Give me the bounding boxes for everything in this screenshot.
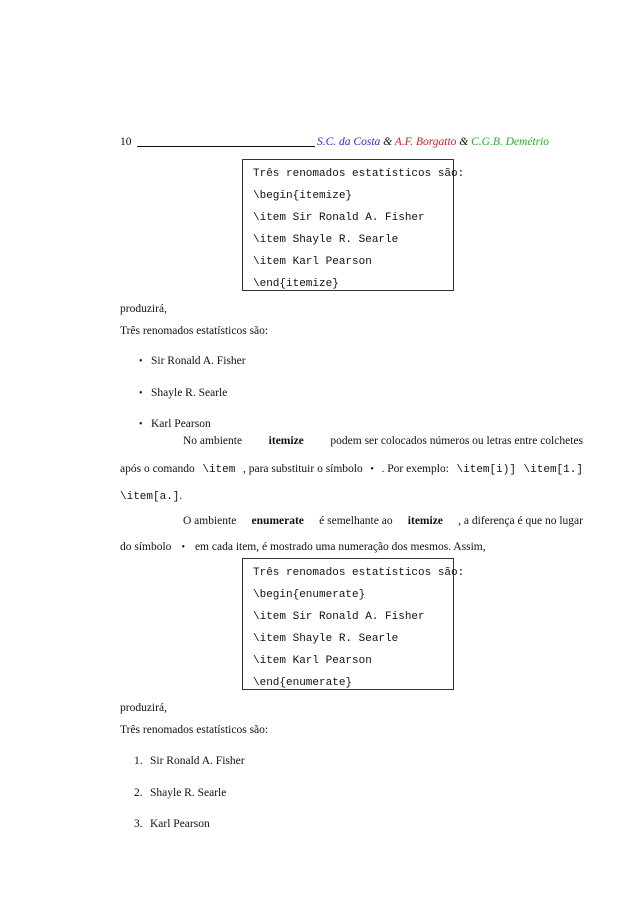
text-run: do símbolo: [120, 541, 172, 553]
keyword-enumerate: enumerate: [251, 515, 304, 527]
code-box-enumerate: [242, 558, 465, 690]
inline-code: \item[1.]: [523, 464, 583, 476]
code-box-itemize: [242, 159, 465, 291]
code-line: \begin{itemize}: [253, 190, 353, 202]
inline-code: \item[a.]: [120, 491, 180, 503]
code-line: Três renomados estatísticos são:: [253, 168, 465, 180]
bullet-icon: •: [181, 542, 185, 553]
code-line: \item Shayle R. Searle: [253, 234, 399, 246]
text-run: No ambiente: [183, 435, 243, 447]
bullet-icon: •: [370, 464, 374, 475]
text-run: .: [179, 490, 183, 502]
code-line: \begin{enumerate}: [253, 589, 366, 601]
list-item: Shayle R. Searle: [150, 787, 227, 799]
list-item: Karl Pearson: [150, 818, 210, 830]
inline-code: \item: [202, 464, 236, 476]
paragraph-line: [183, 435, 583, 447]
list-number: 3.: [134, 818, 143, 830]
inline-code: \item[i)]: [456, 464, 516, 476]
code-line: \item Shayle R. Searle: [253, 633, 399, 645]
keyword-itemize: itemize: [407, 515, 443, 527]
text-run: em cada item, é mostrado uma numeração dos mesmos. Assim,: [194, 541, 486, 553]
list-intro: Três renomados estatísticos são:: [120, 325, 269, 337]
text-run: O ambiente: [183, 515, 237, 527]
produces-text: produzirá,: [120, 702, 167, 714]
list-item: Sir Ronald A. Fisher: [151, 355, 246, 367]
text-run: é semelhante ao: [319, 515, 393, 527]
page-number: 10: [120, 136, 132, 148]
author-costa: S.C. da Costa: [317, 136, 381, 148]
paragraph-line: [183, 515, 583, 527]
code-line: \end{itemize}: [253, 278, 339, 290]
text-run: . Por exemplo:: [381, 463, 449, 475]
list-item: Karl Pearson: [151, 418, 211, 430]
code-line: \item Sir Ronald A. Fisher: [253, 611, 425, 623]
text-run: , a diferença é que no lugar: [458, 515, 583, 527]
code-line: Três renomados estatísticos são:: [253, 567, 465, 579]
code-line: \item Sir Ronald A. Fisher: [253, 212, 425, 224]
list-number: 2.: [134, 787, 143, 799]
code-line: \item Karl Pearson: [253, 256, 372, 268]
bullet-icon: •: [139, 356, 143, 367]
list-item: Sir Ronald A. Fisher: [150, 755, 245, 767]
paragraph-line: [120, 490, 182, 503]
keyword-itemize: itemize: [268, 435, 304, 447]
code-line: \item Karl Pearson: [253, 655, 372, 667]
list-intro: Três renomados estatísticos são:: [120, 724, 269, 736]
bullet-icon: •: [139, 388, 143, 399]
paragraph-line: [120, 541, 583, 553]
author-separator: &: [456, 136, 472, 148]
author-separator: &: [380, 136, 395, 148]
author-borgatto: A.F. Borgatto: [394, 136, 457, 148]
text-run: , para substituir o símbolo: [242, 463, 363, 475]
code-line: \end{enumerate}: [253, 677, 353, 689]
paragraph-line: [120, 463, 583, 476]
produces-text: produzirá,: [120, 303, 167, 315]
bullet-icon: •: [139, 419, 143, 430]
author-demetrio: C.G.B. Demétrio: [471, 136, 550, 148]
text-run: podem ser colocados números ou letras entre colchetes: [330, 435, 583, 447]
header-rule: [137, 146, 315, 147]
text-run: após o comando: [120, 463, 195, 475]
list-number: 1.: [134, 755, 143, 767]
list-item: Shayle R. Searle: [151, 387, 228, 399]
running-header-authors: [317, 136, 549, 148]
